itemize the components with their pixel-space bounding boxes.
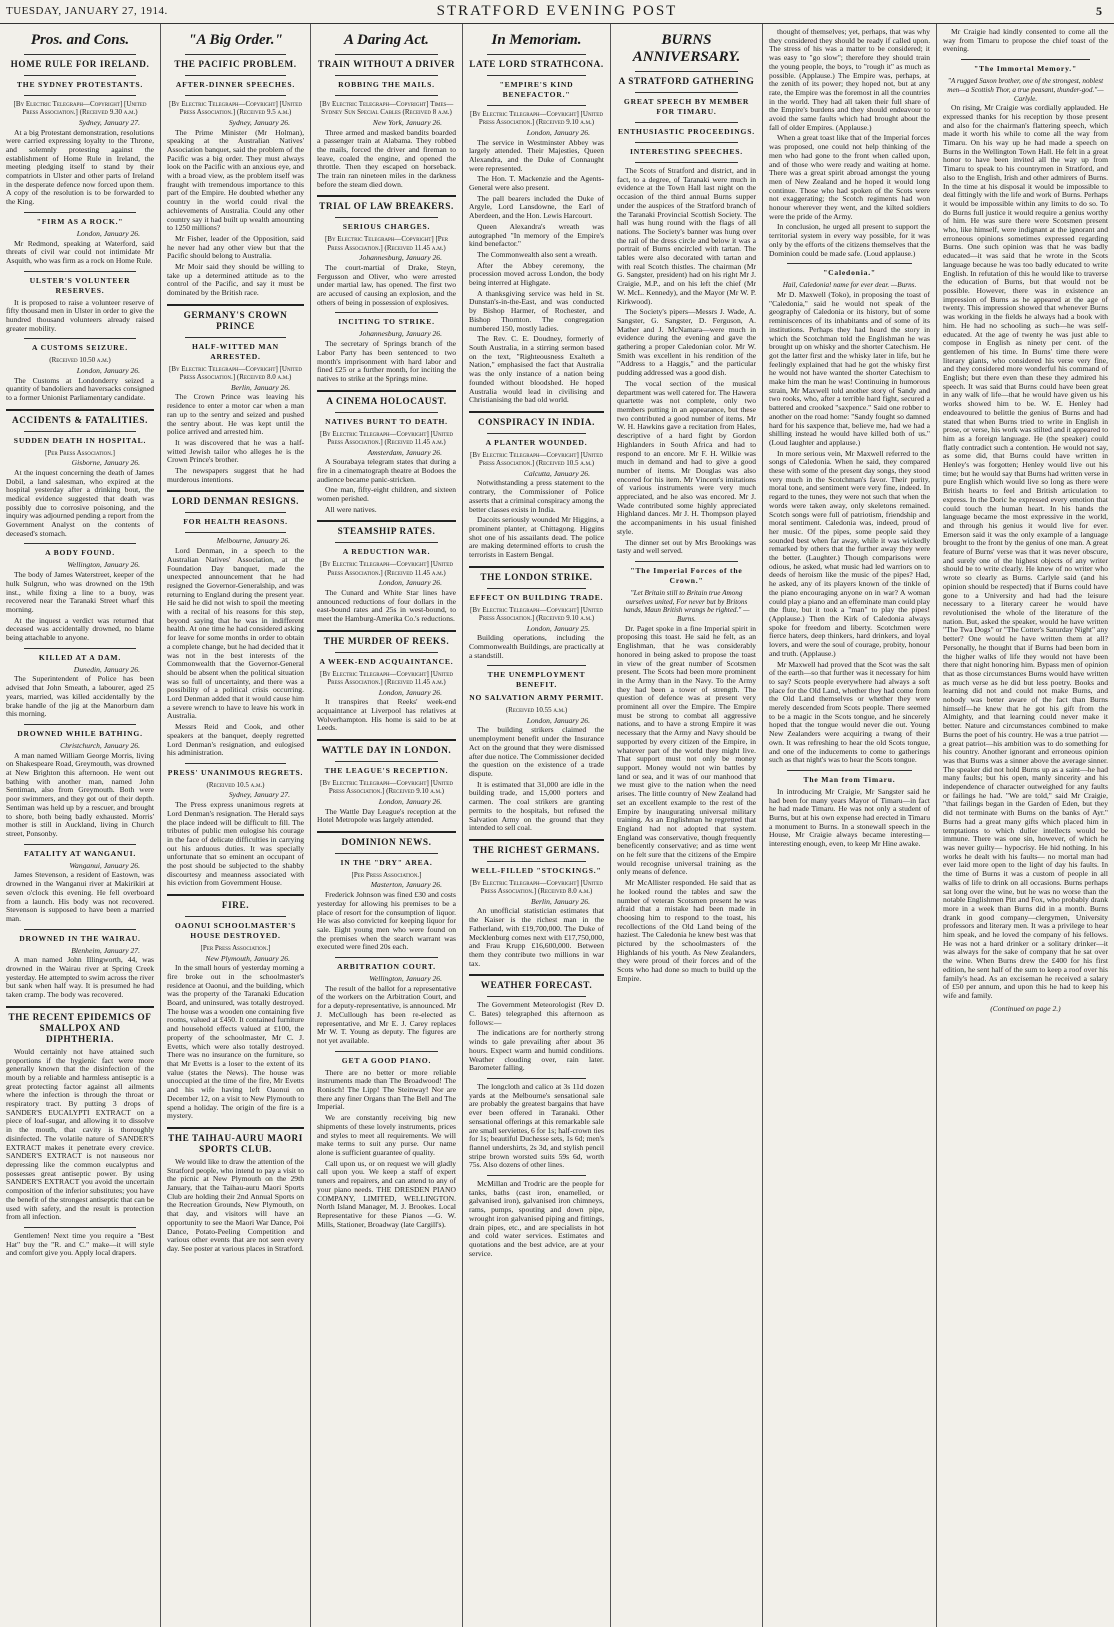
dateline: Berlin, January 26. — [230, 382, 290, 392]
article-paragraph: Lord Denman, in a speech to the Australian Natives' Association, at the Foundation Day banquet, made the unexpected announcement that he had resigned the Governor-Generalship, and was returning to England during the present year. He said he did not wish to spoil the meeting with a recital of his reasons for this step, beyond saying that he was in indifferent health. At one time he had considered asking for leave for some months in order to obtain a complete change, but he had decided that it was not in the best interests of the Commonwealth that the Governor-General should be absent when the political situation was so full of uncertainty, and there was a possibility of a political crisis occurring. Lord Denman added that it would cause him a severe wrench to have to leave his work in Australia. — [167, 546, 304, 721]
article-paragraph: The Press express unanimous regrets at Lord Denman's resignation. The Herald says the place indeed will be difficult to fill. The tributes of public men eulogise his courage in the face of delicate difficulties in carrying out his arduous duties. It was specially unfortunate that so eminent an occupant of the post should be subjected to the shabby discourtesy and meanness associated with his eviction from Government House. — [167, 800, 304, 888]
dateline: Berlin, January 26. — [530, 896, 590, 906]
quotation: "A rugged Saxon brother, one of the strongest, noblest men—a Scottish Thor, a true peasant, thunder-god."—Carlyle. — [947, 77, 1104, 103]
article-subheading: OAONUI SCHOOLMASTER'S HOUSE DESTROYED. — [174, 921, 297, 941]
article-paragraph: McMillan and Trodric are the people for tanks, baths (cast iron, enamelled, or galvanised iron), galvanised iron chimneys, rams, pumps, spouting and down pipe, wrought iron galvanised piping and fittings, drain pipes, etc., and are specialists in hot and cold water services. Estimates and quotations and the best advice, are at your service. — [469, 1179, 604, 1258]
article-paragraph: The Society's pipers—Messrs J. Wade, A. Sangster, G. Sangster, D. Ferguson, A. Mather and J. McNamara—were much in evidence during the evening and gave the gathering a proper Caledonian color. Mr W. Smith was excellent in his rendition of the "Address to a Haggis," and the particular pudding addressed was a good dish. — [617, 307, 756, 378]
article-paragraph: Gentlemen! Next time you require a "Best Hat" buy the "R. and C." make—it will style and comfort give you. Apply local drapers. — [6, 1230, 154, 1258]
dateline: Wellington, January 26. — [67, 560, 140, 570]
telegraph-credit: [Per Press Association.] — [200, 944, 271, 953]
article-subheading: A PLANTER WOUNDED. — [485, 437, 588, 447]
column-rule — [24, 271, 136, 272]
column-rule — [24, 95, 136, 96]
telegraph-credit: [By Electric Telegraph—Copyright] [Per Press Association.] (Received 11.45 a.m.) — [324, 235, 449, 252]
dateline: Wellington, January 26. — [369, 974, 442, 984]
article-subheading: AFTER-DINNER SPEECHES. — [175, 80, 296, 89]
article-headline: CONSPIRACY IN INDIA. — [477, 416, 596, 427]
article-headline: THE RECENT EPIDEMICS OF SMALLPOX AND DIPHTHERIA. — [8, 1011, 152, 1044]
quotation: "Let Britain still to Britain true Among ourselves united, For never but by Britons hands, Maun British wrangs be righted." —Burns. — [623, 588, 750, 624]
article-subheading: INCITING TO STRIKE. — [338, 317, 435, 327]
article-paragraph: When a great toast like that of the Imperial forces was proposed, one could not help thinking of the men who had gone to the front when called upon, and of those who were ready and waiting at home. There was a great spirit abroad amongst the young men of New Zealand and he hoped it would long continue. Those who had spoken of the Scots were not exaggerating; the Scotch regiments had won honour wherever they went, and the kilted soldiers were the pride of the Army. — [769, 133, 930, 221]
column-rule — [635, 561, 738, 562]
section-rule — [469, 974, 604, 976]
article-paragraph: It was discovered that he was a half-witted Jewish tailor who alleges he is the Crown Prince's brother. — [167, 437, 304, 465]
article-paragraph: The Commonwealth also sent a wreath. — [477, 249, 598, 259]
column-rule — [185, 54, 286, 55]
telegraph-credit: [By Electric Telegraph—Copyright] [United Press Association.] (Received 9.10 a.m.) — [320, 779, 453, 796]
article-paragraph: The Crown Prince was leaving his residence to enter a motor car when a man ran up to the sentry and seized and pushed the sentry about. He was kept until the police arrived and arrested him. — [167, 392, 304, 437]
article-paragraph: Would certainly not have attained such proportions if the hygienic fact were more generally known that the disinfection of the mouth by a reliable and harmless antiseptic is a great protecting factor against all ailments where the infection is through the throat or respiratory tract. By putting 3 drops of SANDER'S EUCALYPTI EXTRACT on a piece of loaf-sugar, and allowing it to dissolve in the mouth, that cavity is thoroughly disinfected. The volatile nature of SANDER'S EXTRACT makes it penetrate every crevice. SANDER'S EXTRACT is not nauseous nor depressing like the common eucalyptus and possesses great antiseptic power. By using SANDER'S EXTRACT you avoid the uncertain composition of the inferior substitutes; you have the benefit of the strongest antiseptic that can be used with safety, and the result is protection from all infection. — [6, 1046, 154, 1222]
article-paragraph: Frederick Johnson was fined £30 and costs yesterday for allowing his premises to be a place of resort for the consumption of liquor. He was also convicted for keeping liquor for sale. Eight young men who were found on the premises when the search warrant was executed were fined 20s each. — [317, 890, 456, 952]
article-subheading: ENTHUSIASTIC PROCEEDINGS. — [618, 127, 755, 136]
column-rule — [24, 338, 136, 339]
article-subheading: DROWNED WHILE BATHING. — [17, 728, 143, 738]
section-rule — [317, 390, 456, 392]
article-paragraph: The result of the ballot for a representative of the workers on the Arbitration Court, and for a deputy-representative, is announced. Mr J. McCullough has been re-elected as representative, and Mr E. J. Carey replaces Mr W. T. Young as deputy. The figures are not yet available. — [317, 983, 456, 1045]
column-3 — [311, 24, 463, 1627]
dateline: London, January 26. — [526, 127, 590, 137]
dateline: New York, January 26. — [372, 117, 442, 127]
article-subheading: DROWNED IN THE WAIRAU. — [19, 933, 141, 943]
article-paragraph: In more serious vein, Mr Maxwell referred to the songs of Caledonia. When he said, they compared these with some of the present day songs, they stood very much in the Scotchman's favor. Their purity, moral tone, and sentiment were very fine, indeed. In regard to the tunes, they were not such that when the words were taken away, only skeletons remained. Scotch songs were full of patriotism, friendship and moral sentiment. Caledonia was, indeed, proud of her music. Of the pipes, some people said they sounded best when far away, while it was wickedly remarked by others that the further away they were the better. (Laughter.) Though comparisons were odious, he asked, what music had led warriors on to deeds of heroism like the music of the pipes? Had, he asked, any of its players known of the tinkle of the piano encouraging anyone on in war? A woman could play a piano and an effeminate man could play the flute, but it took a "man" to play the pipes! (Applause.) Then the Kirk of Caledonia always spoke for freedom and liberty. Scotchmen were fierce haters, deep thinkers, hard drinkers, and loyal lovers, and were the soul of courage, probity, honour and truth. (Applause.) — [769, 448, 930, 658]
column-rule — [335, 217, 438, 218]
article-paragraph: The secretary of Springs branch of the Labor Party has been sentenced to two month's imprisonment with hard labor and fined £25 or a further month, for inciting the natives to strike at the Springs mine. — [317, 339, 456, 383]
column-rule — [24, 431, 136, 432]
telegraph-credit: [By Electric Telegraph—Copyright] [United Press Association.] (Received 11.45 a.m.) — [320, 429, 453, 447]
article-headline: THE TAIHAU-AURU MAORI SPORTS CLUB. — [168, 1132, 303, 1154]
column-rule — [335, 853, 438, 854]
article-subheading: "The Imperial Forces of the Crown." — [630, 565, 743, 585]
article-subheading: A WEEK-END ACQUAINTANCE. — [319, 656, 454, 666]
column-1 — [0, 24, 161, 1627]
article-paragraph: In conclusion, he urged all present to support the territorial system in every way possible, for it was only by the efforts of the citizens themselves that the Dominion could be made safe. (Loud applause.) — [769, 222, 930, 258]
column-rule — [335, 957, 438, 958]
section-rule — [317, 195, 456, 197]
dateline: New Plymouth, January 26. — [205, 953, 290, 963]
article-subheading: SERIOUS CHARGES. — [342, 222, 431, 232]
article-headline: DOMINION NEWS. — [341, 837, 432, 847]
telegraph-credit: [Per Press Association.] — [351, 871, 422, 879]
section-rule — [167, 490, 304, 492]
article-subheading: ULSTER'S VOLUNTEER RESERVES. — [29, 275, 131, 295]
article-paragraph: The Customs at Londonderry seized a quantity of bandoliers and haversacks consigned to a former Unionist Parliamentary candidate. — [6, 375, 154, 402]
article-paragraph: The Scots of Stratford and district, and in fact, to a degree, of Taranaki were much in evidence at the Town Hall last night on the occasion of the third annual Burns supper under the auspices of the Stratford branch of the Taranaki Provincial Scottish Society. The hall was hung round with the flags of all nations. The Society's banner was hung over the rail of the dress circle and below it was a portrait of Burns encircled with tartan. The tables were also decorated with tartan and with real Scotch thistles. The chairman (Mr G. Sangster, president) had on his right Mr J. Craigie, M.P., and on his left the chief (Mr W. McL. Kennedy), and the Mayor (Mr W. P. Kirkwood). — [617, 166, 756, 306]
article-headline: THE PACIFIC PROBLEM. — [174, 59, 297, 69]
article-subheading: A CUSTOMS SEIZURE. — [32, 343, 128, 353]
dateline: Melbourne, January 26. — [216, 536, 290, 546]
dateline: London, January 26. — [378, 796, 442, 806]
section-headline: In Memoriam. — [491, 32, 582, 48]
article-headline: THE MURDER OF REEKS. — [323, 635, 450, 646]
column-rule — [335, 312, 438, 313]
article-paragraph: Mr Redmond, speaking at Waterford, said threats of civil war could not intimidate Mr Asquith, who was firm as a rock on Home Rule. — [6, 238, 154, 265]
section-headline: "A Big Order." — [188, 32, 283, 48]
dateline: Dunedin, January 26. — [73, 664, 140, 674]
column-rule — [487, 861, 586, 862]
telegraph-credit: (Received 10.50 a.m.) — [49, 356, 111, 365]
article-paragraph: It is proposed to raise a volunteer reserve of fifty thousand men in Ulster in order to give the hundred thousand volunteers already raised greater mobility. — [6, 297, 154, 333]
section-rule — [167, 894, 304, 896]
article-paragraph: The Prime Minister (Mr Holman), speaking at the Australian Natives' Association banquet, said the problem of the Pacific was a big order. They must always look on the Pacific with an anxious eye, and with a broad view, as the problem itself was fraught with tremendous importance to this part of the Empire. He doubted whether any country in the world could rival the achievements of Australia. Could any other country say it had built up wealth amounting to 1250 millions? — [167, 127, 304, 233]
article-headline: TRAIN WITHOUT A DRIVER — [317, 59, 456, 69]
article-paragraph: Queen Alexandra's wreath was autographed "In memory of the Empire's kind benefactor." — [469, 221, 604, 249]
dateline: Sydney, January 27. — [78, 117, 140, 127]
article-paragraph: The Cunard and White Star lines have announced reductions of four dollars in the east-bound rates and 25s in west-bound, to meet the Hamburg-Amerika Co.'s reductions. — [317, 587, 456, 624]
article-paragraph: The Hon. T. Mackenzie and the Agents-General were also present. — [469, 174, 604, 193]
article-paragraph: An unofficial statistician estimates that the Kaiser is the richest man in the Fatherland, with £19,700,000. The Duke of Mecklenburg comes next with £17,750,000, and Frau Krupp £16,600,000. Between them they contribute two millions in war tax. — [469, 906, 604, 968]
article-subheading: "FIRM AS A ROCK." — [36, 216, 124, 226]
telegraph-credit: (Received 10.55 a.m.) — [505, 706, 568, 715]
dateline: Johannesburg, January 26. — [359, 253, 442, 263]
column-rule — [635, 122, 738, 123]
column-5 — [611, 24, 763, 1627]
article-subheading: ARBITRATION COURT. — [337, 962, 436, 972]
article-headline: ACCIDENTS & FATALITIES. — [11, 414, 149, 425]
section-rule — [469, 566, 604, 568]
column-rule — [635, 162, 738, 163]
section-headline: BURNS ANNIVERSARY. — [632, 32, 741, 65]
article-subheading: PRESS' UNANIMOUS REGRETS. — [167, 768, 304, 777]
article-subheading: FOR HEALTH REASONS. — [183, 517, 288, 527]
article-headline: HOME RULE FOR IRELAND. — [10, 59, 150, 69]
article-headline: LORD DENMAN RESIGNS. — [171, 496, 300, 507]
article-paragraph: The Rev. C. E. Doudney, formerly of South Australia, in a stirring sermon based on the text, "Righteousness Exalteth a Nation," emphasised the fact that Australia was the only instance of a nation being founded without bloodshed. He hoped Australia would lead in civilising and Christianising the bad old world. — [469, 334, 604, 405]
column-rule — [185, 763, 286, 764]
column-rule — [185, 512, 286, 513]
section-rule — [6, 1006, 154, 1008]
column-rule — [185, 532, 286, 533]
article-paragraph: On rising, Mr Craigie was cordially applauded. He expressed thanks for his reception by those present and also for the chairman's flattering speech, which made it worth his while to come all the way from Timaru. On his way up he had made a speech on Burns in the Wellington Town Hall. He felt in a great honor to have been invited all the way up from Timaru to speak to his countrymen in Stratford, and also to the English, Irish and other admirers of Burns. In the time at his disposal it would be impossible to deal fittingly with the life and work of Burns. Perhaps it would be impossible within any limits to do so. To do Burns full justice it would require a genius worthy of him. He was sure there were Scotsmen present who, like himself, were indignant at the ignorant and erroneous opinions sometimes expressed regarding Burns. One such opinion was that he was badly educated—it was said that he wrote in the Scots language because he was too badly educated to write English. In refutation of this he would like to traverse the education of Burns, but that would not be possible. However, there was in existence an impression of Burns as he appeared at the age of twenty. This impression showed that whenever Burns was working in the fields he always had a book with him. He had no schooling as such—he was self-educated. At the age of twenty he was just able to compose in English as ninety per cent. of the gentlemen of his time. In Burns' time there were literary giants, who considered his verse very fine, and they considered more wonderful his command of English; but there even than these they admired his speech. It was said that Burns could have been great in any walk of life—that he would have given us his works showed him to be. W. E. Henley had endeavoured to belittle the genius of Burns and had stated that when Burns tried to write in English in prose, or verse, his work was stilted and it appeared to him as a foreign language. He (the speaker) could flatly contradict such a contention. He would not say, as some did, that Burns could have written in Henley's was forgotten; Henley would live out his time; but he would say that Burns had written verse in pure English which would live so long as there were British hearts to feel and British articulation to express. In the Doric he expressed every emotion that could touch the human heart. In his hands the language became the most expressive in the world, and through his genius it would live for ever. Emerson said it was the only example of a language brought to the front by the genius of one man. A great feature of Burns' verse was that it was never obscure, and surely one of the highest objects of any writer should be to write clearly. He knew of no writer who wrote so clearly as Burns. Carlyle said (and his opinion should be respected) that if Burns could have gone to a University and had had the leisure necessary to a literary career he would have revolutionised the whole of the literature of the nation. But, asked the speaker, would he have written "The Twa Dogs" or "The Cotter's Saturday Night" any better? One would he have written them at all? Personally, he thought that if Burns had been born in the higher walks of life they would not have been there that night honoring him. Bypass men of opinion that as those circumstances Burns would have written as much verse as he did but less poetry. Books and learning did not and could not make Burns, and nobody was better aware of the fact than Burns himself—he knew that he got his gift from the Almighty, and that learning could never make it better. Nature and circumstances combined to make Burns the poet of his country. He was a true patriot —a great patriot—his ambition was to do something for his country. Another ignorant and erroneous opinion was that Burns was a sinner above the average sinner. The speaker did not hold Burns up as a saint—he had many faults; but his open, manly sincerity and his independence of character outweighed for any faults or failings he had. "We are told," said Mr Craigie, "that failings began in the Garden of Eden, but they did not terminate with Burns on the banks of Ayr." Burns had a great many gifts which placed him in temptations to which duller intellects would be immune. There was one sin, however, of which he was never guilty— hypocrisy. He hid nothing. In his works he dealt with his faults— no mortal man had ever laid more open to the light of day his faults. In the time of Burns it was a custom of people in all walks of life to drink on all occasions. Burns perhaps sat long over the wine, but he was no worse than the notable Englishmen Pitt and Fox, who probably drank more in a week than Burns did in a month. Burns drank in good company—clergymen, University professors and literary men. It was a privilege to hear him speak, and he loved the company of his fellows. He was not a hard drinker or a solitary drinker—it was always for the sake of company that he sat over the wine. When Burns drew the £400 for his first edition, he sent half of the sum to keep a roof over his family's head. As an exciseman he received a salary of £50 per annum, and upon this he had to keep his wife and family. — [943, 103, 1108, 1000]
column-rule — [487, 1175, 586, 1176]
article-paragraph: The dinner set out by Mrs Brookings was tasty and well served. — [617, 537, 756, 556]
dateline: Sydney, January 26. — [228, 117, 290, 127]
article-paragraph: The building strikers claimed the unemployment benefit under the Insurance Act on the ground that they were dismissed after due notice. The Commissioner decided the question on the existence of a trade dispute. — [469, 725, 604, 778]
column-rule — [335, 54, 438, 55]
article-paragraph: We are constantly receiving big new shipments of these lovely instruments, prices and styles to meet all requirements. We will make terms to suit any purse. Our name alone is sufficient guarantee of quality. — [317, 1113, 456, 1157]
article-paragraph: Call upon us, or on request we will gladly call upon you. We keep a staff of expert tuners and repairers, and can attend to any of your piano needs. THE DRESDEN PIANO COMPANY, LIMITED, WELLINGTON. North Island Manager, M. J. Brookes. Local Representative for these Pianos —G. W. Mills, Stationer, Broadway (late Cargill's). — [317, 1158, 456, 1229]
article-subheading: GREAT SPEECH BY MEMBER FOR TIMARU. — [623, 97, 750, 116]
article-paragraph: In the small hours of yesterday morning a fire broke out in the schoolmaster's residence at Oaonui, and the building, which was the property of the Taranaki Education Board, and uninsured, was totally destroyed. The house was a wooden one containing five rooms, valued at £450. It contained furniture and household effects valued at £100, the property of the schoolmaster, Mr C. J. Evetts, which were also totally destroyed. There was no insurance on the furniture, so that Mr Evetts is a loser to the extent of its value (states the News). The house was unoccupied at the time of the fire, Mr Evetts and his wife having left Oaonui on December 12, on a visit to New Plymouth to spend a holiday. The origin of the fire is a mystery. — [167, 963, 304, 1121]
telegraph-credit: [By Electric Telegraph—Copyright] [United Press Association.] (Received 8.0 a.m.) — [470, 878, 603, 896]
article-headline: A CINEMA HOLOCAUST. — [326, 395, 447, 406]
article-paragraph: A thanksgiving service was held in St. Dunstan's-in-the-East, and was conducted by Bishop Harmer, of Rochester, and Bishop Thornton. The congregation numbered 150, mostly ladies. — [469, 288, 604, 333]
issue-date: TUESDAY, JANUARY 27, 1914. — [6, 5, 168, 17]
telegraph-credit: [By Electric Telegraph—Copyright] [United Press Association.] (Received 8.0 a.m.) — [169, 364, 302, 382]
article-headline: WATTLE DAY IN LONDON. — [321, 745, 452, 756]
article-paragraph: The Superintendent of Police has been advised that John Smeath, a labourer, aged 25 years, married, was killed accidentally by the brake handle of the jig at the Manorburn dam this morning. — [6, 674, 154, 719]
article-subheading: GET A GOOD PIANO. — [341, 1055, 432, 1065]
article-paragraph: A man named John Illingworth, 44, was drowned in the Wairau river at Spring Creek yesterday. He attempted to swim across the river but sank when half way. It is presumed he had taken cramp. The body was recovered. — [6, 955, 154, 1000]
article-paragraph: James Stevenson, a resident of Eastown, was drowned in the Wanganui river at Makirikiri at seven o'clock this evening. He fell overboard from a launch. His body was not recovered. Stevenson is supposed to have been a married man. — [6, 870, 154, 923]
article-subheading: WELL-FILLED "STOCKINGS." — [471, 865, 602, 875]
column-rule — [335, 95, 438, 96]
section-headline: Pros. and Cons. — [30, 32, 130, 48]
column-rule — [635, 92, 738, 93]
article-paragraph: Dr. Paget spoke in a fine Imperial spirit in proposing this toast. He said he felt, as an Englishman, that he was considerably honored in being asked to propose the toast in view of the great number of Scotsmen present. The Scots had been more prominent in the Army than in the Navy. To the Army they had been a tower of strength. The question of defence was at present very prominent all over the Empire. The Empire must be strong to combat all aggressive nations, and to have a strong Empire it was necessary that the Army and Navy should be supported by every citizen of the Empire, in whatever part of the world they might live. That support must not only be money support. Money would not win battles by land or sea, and it was of our manhood that we must give to the nation when the need arises. The little country of New Zealand had set an excellent example to the rest of the Empire by inaugurating universal military training. As an Englishman he regretted that England had not adopted that system. England was conservative, though frequently beneficently conservative; and as time went on he felt sure that the citizens of the Empire would recognise universal training as the only means of defence. — [617, 623, 756, 877]
telegraph-credit: (Received 10.5 a.m.) — [206, 781, 265, 789]
article-paragraph: A man named William George Morris, living on Shakespeare Road, Greymouth, was drowned at New Brighton this afternoon. He went out bathing with another man, named John Sentiman, also from Greymouth. Both were poor swimmers, and they got out of their depth. Sentiman was held up by a rescuer, and brought to shore, both being badly exhausted. Morris' mother is still in Auckland, living in Church street, Ponsonby. — [6, 750, 154, 838]
column-rule — [24, 1227, 136, 1228]
column-rule — [335, 542, 438, 543]
article-paragraph: Dacoits seriously wounded Mr Higgins, a prominent planter, at Chittagong. Higgins shot one of his assailants dead. The police are making determined efforts to crush the terrorists in Eastern Bengal. — [469, 515, 604, 560]
continued-note: (Continued on page 2.) — [990, 1003, 1061, 1013]
column-rule — [335, 412, 438, 413]
article-subheading: "EMPIRE'S KIND BENEFACTOR." — [499, 80, 574, 99]
telegraph-credit: [By Electric Telegraph—Copyright] [United Press Association.] (Received 9.5 a.m.) — [169, 100, 302, 117]
article-paragraph: The vocal section of the musical department was well catered for. The Hawera quartette was not complete, only two members putting in an appearance, but these two contributed a good number of items. Mr W. H. Hawkins gave a recitation from Hales, descriptive of a hard fight by Gordon Highlanders in South Africa and had to respond to an encore. Mr F. H. Wilkie was much in demand and had to give a good number of items. Mr Douglas was also encored for his item. Mr Vincent's imitations of various instruments were very much appreciated, and he also was encored. Mr J. Wade contributed some highly appreciated Highland dances. Mr J. H. Thompson played the accompaniments in his usual finished style. — [617, 378, 756, 536]
article-headline: THE RICHEST GERMANS. — [473, 844, 600, 855]
article-subheading: "Caledonia." — [823, 268, 876, 278]
telegraph-credit: [By Electric Telegraph—Copyright] [United Press Association.] (Received 11.45 a.m.) — [320, 669, 453, 687]
dateline: London, January 26. — [378, 687, 442, 697]
column-4 — [463, 24, 611, 1627]
article-paragraph: Mr Maxwell had proved that the Scot was the salt of the earth—so that further was it necessary for him to say? Scots people everywhere had always a soft place for the Old Land, whether they had come from the Old Land themselves or whether they were merely descended from Scots people. There seemed to be a magic in the Scots tongue, and he sincerely hoped that the tongue would never die out. Young New Zealanders were acquiring a twang of their own. It was refreshing to hear the old Scots tongue, and one of the inducements to come to gatherings such as that night's was to hear the Scots tongue. — [769, 659, 930, 765]
column-rule — [635, 142, 738, 143]
article-subheading: HALF-WITTED MAN ARRESTED. — [192, 341, 279, 361]
telegraph-credit: [By Electric Telegraph—Copyright] [United Press Association.] (Received 9.10 a.m.) — [470, 605, 603, 623]
article-paragraph: The court-martial of Drake, Steyn, Fergusson and Oliver, who were arrested under martial law, has opened. The first two are accused of causing an explosion, and the others of being in possession of explosives. — [317, 262, 456, 307]
column-6 — [763, 24, 937, 1627]
dateline: Blenheim, January 27. — [71, 945, 140, 955]
page-number: 5 — [1096, 4, 1102, 18]
column-rule — [185, 916, 286, 917]
article-subheading: NATIVES BURNT TO DEATH. — [325, 416, 448, 426]
masthead — [0, 0, 1114, 24]
column-rule — [335, 761, 438, 762]
column-rule — [487, 54, 586, 55]
column-rule — [787, 263, 912, 264]
column-rule — [24, 54, 136, 55]
dateline: Masterton, January 26. — [370, 880, 442, 890]
article-subheading: THE LEAGUE'S RECEPTION. — [324, 766, 449, 776]
article-headline: THE LONDON STRIKE. — [480, 571, 593, 582]
article-subheading: The Man from Timaru. — [803, 774, 896, 784]
dateline: Christchurch, January 26. — [60, 740, 140, 750]
section-rule — [167, 1127, 304, 1129]
section-headline: A Daring Act. — [344, 32, 429, 48]
article-paragraph: The Wattle Day League's reception at the Hotel Metropole was largely attended. — [317, 806, 456, 825]
dateline: Wanganui, January 26. — [69, 860, 140, 870]
article-subheading: THE UNEMPLOYMENT BENEFIT. — [487, 670, 586, 690]
article-paragraph: At the inquest a verdict was returned that deceased was accidentally drowned, no blame being attachable to anyone. — [6, 615, 154, 643]
article-paragraph: We would like to draw the attention of the Stratford people, who intend to pay a visit to the picnic at New Plymouth on the 29th January, that the Taihau-auru Maori Sports Club are holding their 2nd Annual Sports on the Recreation Grounds, New Plymouth, on that day, and visitors will have an opportunity to see the Maori War Dance, Poi Dance, Potato-Peeling Competition and various other events that are not seen every day. See poster at various places in Stratford. — [167, 1156, 304, 1253]
column-rule — [787, 770, 912, 771]
article-paragraph: It transpires that Reeks' week-end acquaintance at Liverpool has relatives at Wolverhampton. His home is said to be at Leeds. — [317, 697, 456, 733]
article-paragraph: Mr D. Maxwell (Toko), in proposing the toast of "Caledonia," said he would not speak of the geography of Caledonia or its history, but of some reminiscences of its inhabitants and of some of its institutions. Perhaps they had heard the story in which the Scotchman told the Englishman he was brought up on whisky and the shorter Catechism. He got the latter first and the whisky later in life, but he feelingly explained that had he got the whisky first he would not have wanted the shorter Catechism to make him the man he was! Continuing in humorous strain, Mr Maxwell told another story of Sandy and two rooks, who, after a terrible hard fight, secured a battered and crooked "saxpence." Said one robber to another on the road home: "Sandy fought so damned hard for his saxpence that, believe me, had we had a shilling instead he would have killed both of us." (Loud laughter and applause.) — [769, 289, 930, 447]
column-rule — [635, 71, 738, 72]
newspaper-title: STRATFORD EVENING POST — [436, 3, 678, 19]
section-rule — [167, 304, 304, 306]
column-rule — [24, 648, 136, 649]
column-rule — [24, 212, 136, 213]
dateline: Johannesburg, January 26. — [359, 329, 442, 339]
article-paragraph: Mr Fisher, leader of the Opposition, said he never had any other view but that the Pacific should belong to Australia. — [167, 233, 304, 261]
article-paragraph: A Sourabaya telegram states that during a fire in a cinematograph theatre at Bodoes the audience became panic-stricken. — [317, 457, 456, 484]
dateline: London, January 26. — [526, 715, 590, 725]
article-paragraph: All were natives. — [325, 504, 377, 514]
article-paragraph: The longcloth and calico at 3s 11d dozen yards at the Melbourne's sensational sale are probably the greatest bargains that have ever been offered in Taranaki. Other sensational offerings at this remarkable sale are small serviettes, 6 for 1s; half-crown ties for 1s; beautiful Duchesse sets, 1s 6d; men's flannel undershirts, 2s 3d, and stylish pencil stripe brown worsted suits 59s 6d, worth 75s. Also dozens of other lines. — [469, 1081, 604, 1170]
article-paragraph: One man, fifty-eight children, and sixteen women perished. — [317, 485, 456, 504]
column-rule — [24, 75, 136, 76]
column-rule — [185, 95, 286, 96]
article-paragraph: The pall bearers included the Duke of Argyle, Lord Lansdowne, the Earl of Aberdeen, and the Hon. Lewis Harcourt. — [469, 193, 604, 221]
article-paragraph: Messrs Reid and Cook, and other speakers at the banquet, deeply regretted Lord Denman's resignation, and eulogised his administration. — [167, 722, 304, 758]
column-rule — [487, 588, 586, 589]
article-headline: TRIAL OF LAW BREAKERS. — [319, 201, 454, 212]
article-paragraph: In introducing Mr Craigie, Mr Sangster said he had been for many years Mayor of Timaru—in fact he had made Timaru. He was not only a student of Burns, but at his own expense had erected in Timaru a monument to Burns. In a stonewall speech in the House, Mr Craigie always became interesting—interesting enough, even, to keep Mr Hine awake. — [769, 786, 930, 849]
telegraph-credit: [By Electric Telegraph—Copyright] [United Press Association.] (Received 11.45 a.m.) — [320, 560, 453, 577]
column-rule — [335, 75, 438, 76]
article-headline: LATE LORD STRATHCONA. — [469, 59, 604, 69]
section-rule — [469, 839, 604, 841]
article-subheading: NO SALVATION ARMY PERMIT. — [469, 693, 604, 703]
column-rule — [24, 929, 136, 930]
dateline: London, January 25. — [526, 623, 590, 633]
article-paragraph: The service in Westminster Abbey was largely attended. Their Majesties, Queen Alexandra, and the Duke of Connaught were represented. — [469, 137, 604, 173]
article-headline: STEAMSHIP RATES. — [337, 526, 436, 537]
article-subheading: "The Immortal Memory." — [973, 64, 1077, 74]
column-rule — [487, 1078, 586, 1079]
telegraph-credit: [By Electric Telegraph—Copyright] [United Press Association.] (Received 9.10 a.m.) — [470, 110, 603, 127]
article-paragraph: Three armed and masked bandits boarded a passenger train at Alabama. They robbed the mails, forced the driver and fireman to leave, coaled the engine, and opened the throttle. Then they escaped on horseback. The train ran nineteen miles in the darkness before the steam died down. — [317, 127, 456, 189]
column-rule — [487, 105, 586, 106]
column-rule — [487, 433, 586, 434]
column-rule — [24, 844, 136, 845]
article-subheading: EFFECT ON BUILDING TRADE. — [469, 592, 604, 602]
article-subheading: KILLED AT A DAM. — [38, 652, 122, 662]
column-2 — [161, 24, 311, 1627]
article-paragraph: Building operations, including the Commonwealth Buildings, are practically at a standstill. — [469, 633, 604, 660]
article-subheading: SUDDEN DEATH IN HOSPITAL. — [13, 435, 147, 445]
article-subheading: A REDUCTION WAR. — [342, 547, 431, 557]
article-subheading: THE SYDNEY PROTESTANTS. — [16, 80, 144, 89]
dateline: Sydney, January 27. — [228, 790, 290, 800]
article-paragraph: Mr McAllister responded. He said that as he looked round the tables and saw the number of veteran Scotsmen present he was afraid that a mistake had been made in choosing him to respond to the toast, his recollections of the Old Land being of the haziest. The Caledonia he knew best was that pictured by the schoolmasters of the Highlands of his youth. As New Zealanders, they were proud of their forces and of the Scots who had done so much to build up the Empire. — [617, 878, 756, 983]
column-rule — [24, 543, 136, 544]
article-paragraph: After the Abbey ceremony, the procession moved across London, the body being interred at Highgate. — [469, 260, 604, 288]
column-rule — [335, 1051, 438, 1052]
column-rule — [487, 75, 586, 76]
article-subheading: ROBBING THE MAILS. — [338, 80, 435, 89]
article-paragraph: The newspapers suggest that he had murderous intentions. — [167, 466, 304, 484]
dateline: Amsterdam, January 26. — [367, 447, 442, 457]
column-rule — [335, 652, 438, 653]
column-7 — [937, 24, 1114, 1627]
column-rule — [487, 996, 586, 997]
column-rule — [24, 724, 136, 725]
article-subheading: A BODY FOUND. — [45, 548, 115, 558]
section-rule — [469, 411, 604, 413]
column-rule — [961, 59, 1090, 60]
section-rule — [317, 739, 456, 741]
article-headline: GERMANY'S CROWN PRINCE — [183, 309, 288, 331]
article-subheading: IN THE "DRY" AREA. — [340, 858, 433, 867]
article-paragraph: The indications are for northerly strong winds to gale prevailing after about 36 hours. Expect warm and humid conditions. Weather clouding over, rain later. Barometer falling. — [469, 1028, 604, 1073]
dateline: London, January 26. — [76, 228, 140, 238]
article-headline: WEATHER FORECAST. — [480, 980, 593, 991]
dateline: Gisborne, January 26. — [71, 458, 140, 468]
section-rule — [317, 630, 456, 632]
dateline: Calcutta, January 26. — [523, 468, 590, 478]
quotation: Hail, Caledonia! name for ever dear. —Burns. — [782, 281, 917, 290]
article-subheading: FATALITY AT WANGANUI. — [23, 848, 137, 858]
dateline: London, January 26. — [378, 578, 442, 588]
article-paragraph: Mr Craigie had kindly consented to come all the way from Timaru to propose the chief toast of the evening. — [943, 27, 1108, 54]
telegraph-credit: [By Electric Telegraph—Copyright] [United Press Association.] (Received 9.30 a.m.) — [13, 100, 147, 117]
article-paragraph: thought of themselves; yet, perhaps, that was why they considered they should be ready if called upon. The stress of his was a matter to be considered; it was easy to "go slow"; therefore they should train the young people, the boys, to "rough it" as much as possible. (Applause.) The Empire was, perhaps, at the zenith of its power; they hoped not, but at any rate, the Empire was the foremost in all the countries in the world. They had all taken their full share of the Empire's burdens and they should endeavour to avoid the same faults which had brought about the fall of older Empires. (Applause.) — [769, 27, 930, 132]
column-rule — [185, 337, 286, 338]
dateline: London, January 26. — [76, 365, 140, 375]
article-paragraph: It is estimated that 31,000 are idle in the building trade, and 15,000 porters and carmen. The coal strikers are granting permits to the hospitals, but refused the Salvation Army on the ground that they intended to sell coal. — [469, 779, 604, 833]
section-rule — [6, 409, 154, 411]
telegraph-credit: [By Electric Telegraph—Copyright] [United Press Association.] (Received 10.5 a.m.) — [470, 450, 603, 468]
article-paragraph: Notwithstanding a press statement to the contrary, the Commissioner of Police asserts that a criminal conspiracy among the better classes exists in India. — [469, 478, 604, 514]
article-headline: FIRE. — [221, 900, 250, 911]
telegraph-credit: [By Electric Telegraph—Copyright] Times—Sydney Sun Special Cables (Received 8 a.m.) — [319, 100, 454, 117]
column-rule — [487, 665, 586, 666]
section-rule — [317, 831, 456, 833]
article-paragraph: The Government Meteorologist (Rev D. C. Bates) telegraphed this afternoon as follows:— — [469, 1000, 604, 1027]
article-paragraph: The body of James Waterstreet, keeper of the hulk Sulgrun, who was drowned on the 19th inst., while fixing a line to a buoy, was recovered near the Taranaki Street wharf this morning. — [6, 570, 154, 614]
article-paragraph: Mr Moir said they should be willing to take up a determined attitude as to the control of the Pacific, and say it must be dominated by the British race. — [167, 262, 304, 298]
article-paragraph: At the inquest concerning the death of James Dobil, a land salesman, who expired at the hospital yesterday after a drinking bout, the medical evidence suggested that death was possibly due to corrosive poisoning, and the inquiry was adjourned pending a report from the Government Analyst on the contents of deceased's stomach. — [6, 467, 154, 538]
column-rule — [185, 75, 286, 76]
telegraph-credit: [Per Press Association.] — [45, 448, 115, 457]
section-rule — [317, 520, 456, 522]
article-paragraph: At a big Protestant demonstration, resolutions were carried expressing loyalty to the Throne, and solemnly protesting against the establishment of Home Rule in Ireland, the meeting pledging itself to stand by their compatriots in Ulster and other parts of Ireland in the desperate defence now forced upon them. A copy of the resolution is to be forwarded to the King. — [6, 127, 154, 207]
article-headline: A STRATFORD GATHERING — [618, 76, 755, 86]
article-subheading: INTERESTING SPEECHES. — [629, 147, 744, 156]
article-paragraph: There are no better or more reliable instruments made than The Broadwood! The Ronisch! The Lipp! The Steinway! Nor are there any finer Organs than The Bell and The Imperial. — [317, 1067, 456, 1112]
newspaper-columns — [0, 24, 1114, 1627]
